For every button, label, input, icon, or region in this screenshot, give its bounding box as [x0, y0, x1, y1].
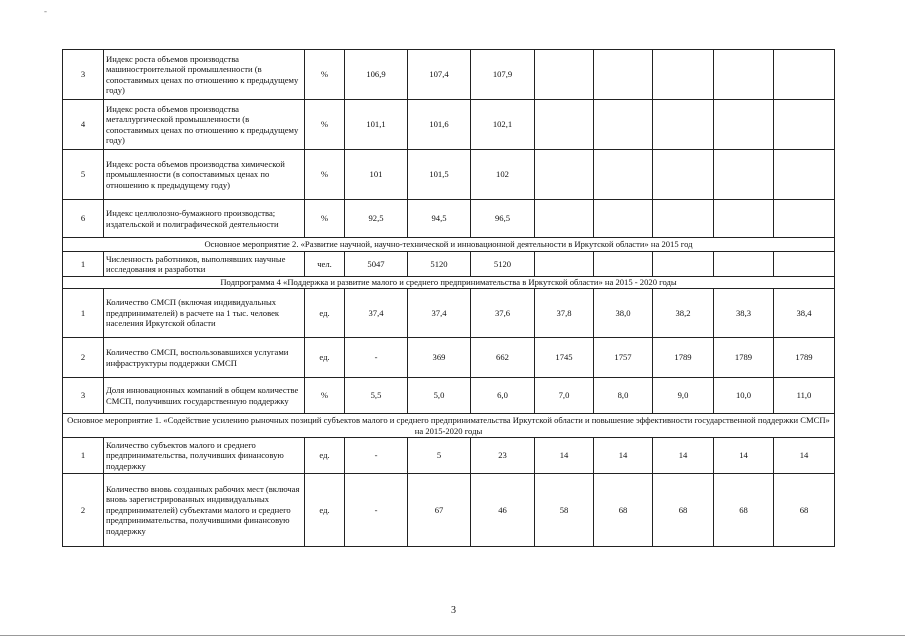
- row-number-cell: 1: [63, 438, 104, 474]
- indicator-name-cell: Численность работников, выполнявших научные исследования и разработки: [104, 252, 305, 277]
- value-2017-cell: 58: [535, 474, 594, 547]
- value-2016-cell: 46: [471, 474, 535, 547]
- value-2015-cell: 107,4: [408, 50, 471, 100]
- table-row: [63, 200, 835, 238]
- table-row: [63, 378, 835, 414]
- value-2016-cell: 662: [471, 338, 535, 378]
- value-2018-cell: 8,0: [594, 378, 653, 414]
- table-row: [63, 474, 835, 547]
- value-2016-cell: 23: [471, 438, 535, 474]
- value-2019-cell: [653, 252, 714, 277]
- value-2016-cell: 96,5: [471, 200, 535, 238]
- indicator-name-cell: Количество субъектов малого и среднего предпринимательства, получивших финансовую поддержку: [104, 438, 305, 474]
- value-2021-cell: 38,4: [774, 289, 835, 338]
- value-2019-cell: 9,0: [653, 378, 714, 414]
- section-header-row: [63, 277, 835, 289]
- value-2017-cell: 37,8: [535, 289, 594, 338]
- value-2019-cell: 38,2: [653, 289, 714, 338]
- indicator-name-cell: Доля инновационных компаний в общем количестве СМСП, получивших государственную поддержку: [104, 378, 305, 414]
- value-2015-cell: 5,0: [408, 378, 471, 414]
- indicator-name-cell: Количество СМСП, воспользовавшихся услугами инфраструктуры поддержки СМСП: [104, 338, 305, 378]
- page-bottom-edge: [0, 635, 905, 636]
- value-2018-cell: [594, 252, 653, 277]
- value-2014-cell: 37,4: [345, 289, 408, 338]
- value-2021-cell: 1789: [774, 338, 835, 378]
- value-2020-cell: [714, 200, 774, 238]
- value-2014-cell: 92,5: [345, 200, 408, 238]
- value-2016-cell: 107,9: [471, 50, 535, 100]
- row-number-cell: 2: [63, 338, 104, 378]
- unit-cell: %: [305, 378, 345, 414]
- indicator-name-cell: Количество вновь созданных рабочих мест (включая вновь зарегистрированных индивидуальных предпринимателей) субъектами малого и среднего предпринимательства, получившими финансовую поддержку: [104, 474, 305, 547]
- value-2021-cell: [774, 100, 835, 150]
- value-2014-cell: 5,5: [345, 378, 408, 414]
- value-2016-cell: 102: [471, 150, 535, 200]
- value-2019-cell: [653, 50, 714, 100]
- row-number-cell: 5: [63, 150, 104, 200]
- value-2014-cell: 5047: [345, 252, 408, 277]
- value-2020-cell: 14: [714, 438, 774, 474]
- page-number: 3: [451, 605, 456, 616]
- row-number-cell: 6: [63, 200, 104, 238]
- value-2014-cell: 101,1: [345, 100, 408, 150]
- value-2018-cell: 14: [594, 438, 653, 474]
- value-2021-cell: [774, 50, 835, 100]
- value-2019-cell: [653, 150, 714, 200]
- section-title: Основное мероприятие 2. «Развитие научной, научно-технической и инновационной деятельности в Иркутской области» на 2015 год: [63, 238, 835, 252]
- unit-cell: ед.: [305, 289, 345, 338]
- indicator-name-cell: Количество СМСП (включая индивидуальных предпринимателей) в расчете на 1 тыс. человек населения Иркутской области: [104, 289, 305, 338]
- section-title: Подпрограмма 4 «Поддержка и развитие малого и среднего предпринимательства в Иркутской области» на 2015 - 2020 годы: [63, 277, 835, 289]
- value-2020-cell: [714, 150, 774, 200]
- row-number-cell: 2: [63, 474, 104, 547]
- unit-cell: чел.: [305, 252, 345, 277]
- value-2018-cell: [594, 150, 653, 200]
- value-2017-cell: [535, 50, 594, 100]
- indicator-name-cell: Индекс целлюлозно-бумажного производства; издательской и полиграфической деятельности: [104, 200, 305, 238]
- value-2014-cell: -: [345, 338, 408, 378]
- corner-mark: -: [44, 6, 47, 16]
- unit-cell: ед.: [305, 438, 345, 474]
- value-2021-cell: 14: [774, 438, 835, 474]
- value-2018-cell: [594, 50, 653, 100]
- value-2019-cell: 68: [653, 474, 714, 547]
- indicators-table: [62, 49, 835, 547]
- value-2018-cell: [594, 200, 653, 238]
- unit-cell: ед.: [305, 474, 345, 547]
- value-2020-cell: 68: [714, 474, 774, 547]
- value-2017-cell: [535, 100, 594, 150]
- value-2014-cell: 106,9: [345, 50, 408, 100]
- value-2020-cell: [714, 252, 774, 277]
- table-row: [63, 50, 835, 100]
- value-2017-cell: 14: [535, 438, 594, 474]
- table-row: [63, 289, 835, 338]
- section-title: Основное мероприятие 1. «Содействие усилению рыночных позиций субъектов малого и среднего предпринимательства Иркутской области и повышение эффективности государственной поддержки СМСП» на 2015-2020 годы: [63, 414, 835, 438]
- table-row: [63, 338, 835, 378]
- row-number-cell: 1: [63, 252, 104, 277]
- unit-cell: %: [305, 200, 345, 238]
- value-2015-cell: 5120: [408, 252, 471, 277]
- value-2017-cell: [535, 200, 594, 238]
- value-2015-cell: 369: [408, 338, 471, 378]
- row-number-cell: 4: [63, 100, 104, 150]
- value-2020-cell: 38,3: [714, 289, 774, 338]
- table-row: [63, 438, 835, 474]
- value-2015-cell: 67: [408, 474, 471, 547]
- value-2020-cell: [714, 100, 774, 150]
- value-2014-cell: -: [345, 438, 408, 474]
- unit-cell: %: [305, 150, 345, 200]
- value-2016-cell: 6,0: [471, 378, 535, 414]
- value-2018-cell: 1757: [594, 338, 653, 378]
- section-header-row: [63, 238, 835, 252]
- value-2020-cell: 1789: [714, 338, 774, 378]
- value-2021-cell: [774, 252, 835, 277]
- indicator-name-cell: Индекс роста объемов производства машиностроительной промышленности (в сопоставимых ценах по отношению к предыдущему году): [104, 50, 305, 100]
- value-2021-cell: 11,0: [774, 378, 835, 414]
- value-2016-cell: 5120: [471, 252, 535, 277]
- unit-cell: %: [305, 100, 345, 150]
- value-2017-cell: 7,0: [535, 378, 594, 414]
- value-2018-cell: [594, 100, 653, 150]
- table-row: [63, 100, 835, 150]
- table-row: [63, 252, 835, 277]
- value-2014-cell: -: [345, 474, 408, 547]
- value-2017-cell: [535, 150, 594, 200]
- value-2014-cell: 101: [345, 150, 408, 200]
- row-number-cell: 3: [63, 378, 104, 414]
- value-2015-cell: 101,6: [408, 100, 471, 150]
- unit-cell: %: [305, 50, 345, 100]
- unit-cell: ед.: [305, 338, 345, 378]
- value-2018-cell: 38,0: [594, 289, 653, 338]
- row-number-cell: 3: [63, 50, 104, 100]
- value-2020-cell: [714, 50, 774, 100]
- indicator-name-cell: Индекс роста объемов производства химической промышленности (в сопоставимых ценах по отношению к предыдущему году): [104, 150, 305, 200]
- value-2021-cell: [774, 200, 835, 238]
- indicator-name-cell: Индекс роста объемов производства металлургической промышленности (в сопоставимых ценах по отношению к предыдущему году): [104, 100, 305, 150]
- row-number-cell: 1: [63, 289, 104, 338]
- value-2015-cell: 37,4: [408, 289, 471, 338]
- value-2020-cell: 10,0: [714, 378, 774, 414]
- value-2015-cell: 94,5: [408, 200, 471, 238]
- value-2019-cell: 1789: [653, 338, 714, 378]
- value-2021-cell: 68: [774, 474, 835, 547]
- value-2015-cell: 5: [408, 438, 471, 474]
- value-2019-cell: [653, 200, 714, 238]
- value-2018-cell: 68: [594, 474, 653, 547]
- table-body: [63, 50, 835, 547]
- value-2015-cell: 101,5: [408, 150, 471, 200]
- value-2019-cell: [653, 100, 714, 150]
- value-2019-cell: 14: [653, 438, 714, 474]
- value-2016-cell: 37,6: [471, 289, 535, 338]
- value-2016-cell: 102,1: [471, 100, 535, 150]
- table-row: [63, 150, 835, 200]
- section-header-row: [63, 414, 835, 438]
- value-2017-cell: 1745: [535, 338, 594, 378]
- value-2021-cell: [774, 150, 835, 200]
- value-2017-cell: [535, 252, 594, 277]
